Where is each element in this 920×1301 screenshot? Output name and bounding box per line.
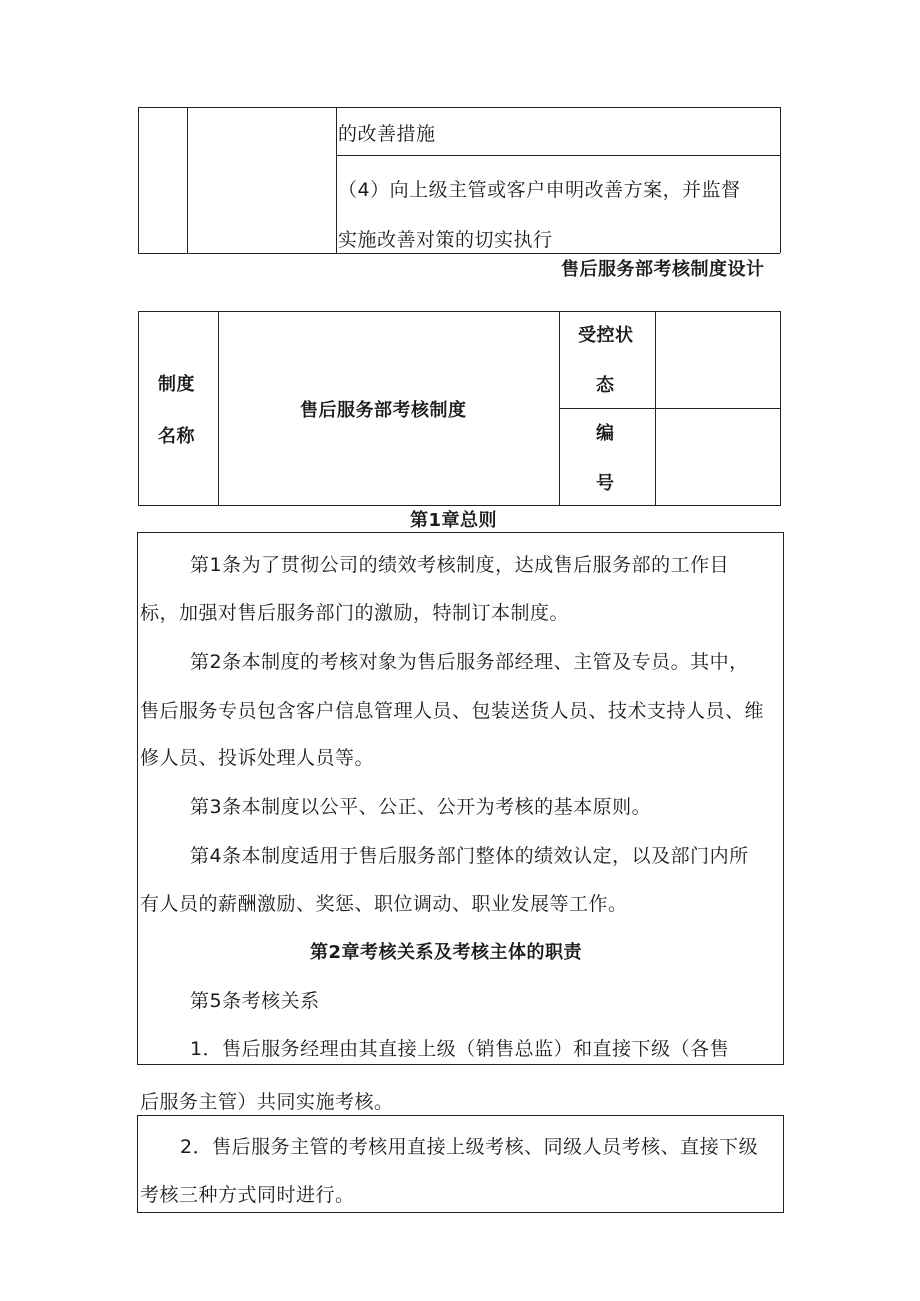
table-cell-text: （4）向上级主管或客户申明改善方案，并监督 (338, 179, 741, 201)
paragraph-line: 2．售后服务主管的考核用直接上级考核、同级人员考核、直接下级 (180, 1136, 759, 1158)
number-label: 编 (596, 423, 615, 444)
paragraph-line: 有人员的薪酬激励、奖惩、职位调动、职业发展等工作。 (140, 893, 628, 915)
name-label: 制度 (158, 374, 195, 395)
table-cell-text: 的改善措施 (338, 123, 436, 145)
table-col-divider (187, 107, 188, 253)
article5-title: 第5条考核关系 (190, 990, 320, 1012)
table-border-top (138, 107, 780, 108)
paragraph-line: 第3条本制度以公平、公正、公开为考核的基本原则。 (190, 796, 652, 818)
table-col-divider (218, 311, 219, 506)
paragraph-line: 售后服务专员包含客户信息管理人员、包装送货人员、技术支持人员、维 (140, 700, 765, 722)
table-border-left (138, 107, 139, 253)
paragraph-line: 标，加强对售后服务部门的激励，特制订本制度。 (140, 602, 570, 624)
table-row-divider (336, 155, 780, 156)
paragraph-line: 第4条本制度适用于售后服务部门整体的绩效认定，以及部门内所 (190, 845, 749, 867)
table-cell-text: 实施改善对策的切实执行 (338, 229, 553, 251)
paragraph-line: 第1条为了贯彻公司的绩效考核制度，达成售后服务部的工作目 (190, 554, 730, 576)
paragraph-line: 后服务主管）共同实施考核。 (140, 1091, 394, 1113)
paragraph-line: 1．售后服务经理由其直接上级（销售总监）和直接下级（各售 (190, 1038, 730, 1060)
paragraph-line: 第2条本制度的考核对象为售后服务部经理、主管及专员。其中， (190, 651, 749, 673)
table-col-divider (336, 107, 337, 253)
paragraph-line: 考核三种方式同时进行。 (140, 1184, 355, 1206)
status-label: 受控状 (578, 325, 634, 346)
name-label: 名称 (158, 426, 195, 447)
chapter2-heading: 第2章考核关系及考核主体的职责 (310, 942, 583, 963)
status-label: 态 (596, 375, 615, 396)
table-row-divider (559, 408, 781, 409)
chapter1-heading: 第1章总则 (410, 510, 498, 531)
doc-title: 售后服务部考核制度设计 (561, 259, 765, 280)
name-value: 售后服务部考核制度 (300, 400, 467, 421)
table-border-right (780, 107, 781, 253)
table-border-bottom (138, 253, 780, 254)
paragraph-line: 修人员、投诉处理人员等。 (140, 747, 375, 769)
number-label: 号 (596, 473, 615, 494)
